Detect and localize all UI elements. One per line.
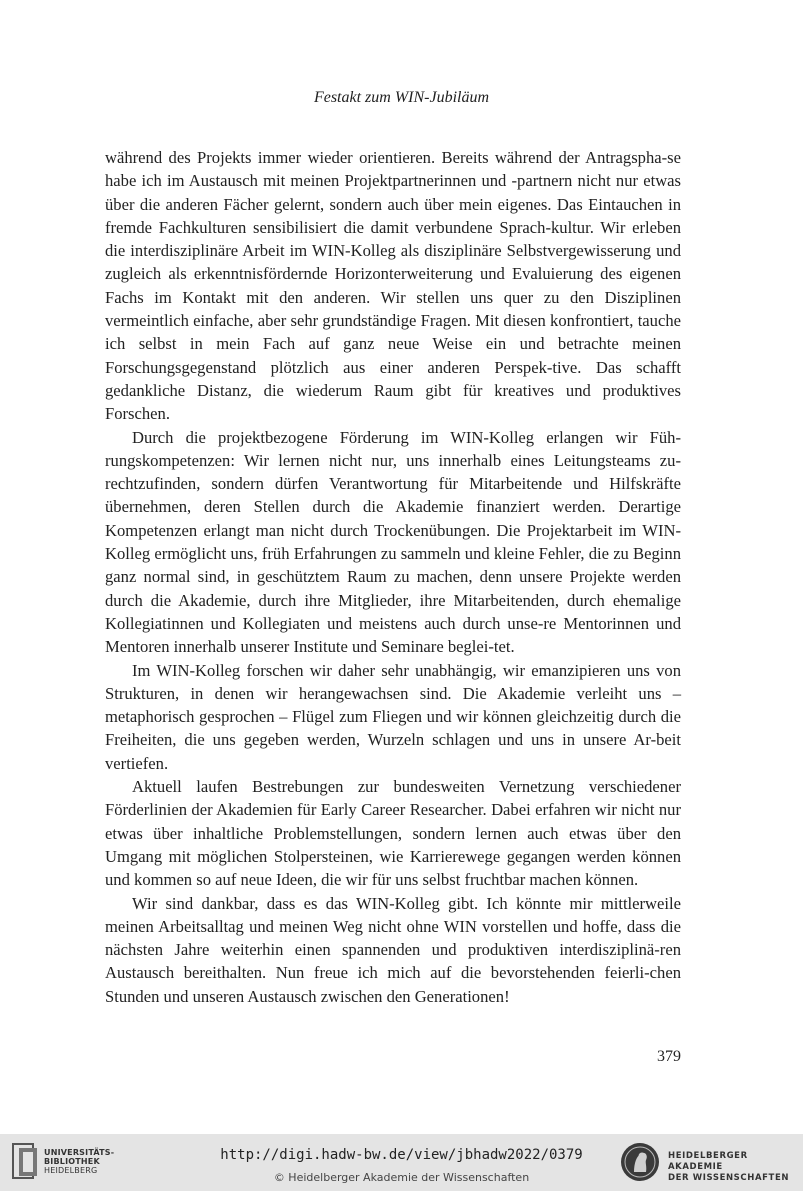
- paragraph-4: Aktuell laufen Bestrebungen zur bundesweiten Vernetzung verschiedener Förderlinien der Akademien für Early Career Researcher. Dabei erfahren wir nicht nur etwas über inhaltliche Problemstellungen, sondern lernen auch etwas über den Umgang mit möglichen Stolpersteinen, wie Karrierewege gegangen werden können und kommen so auf neue Ideen, die wir für uns selbst fruchtbar machen können.: [105, 777, 681, 890]
- permalink-url[interactable]: http://digi.hadw-bw.de/view/jbhadw2022/0379: [220, 1147, 583, 1163]
- digitization-footer: [0, 1134, 803, 1191]
- academy-name-line-1: HEIDELBERGER AKADEMIE: [668, 1151, 748, 1172]
- academy-name-line-2: DER WISSENSCHAFTEN: [668, 1173, 790, 1183]
- running-header: Festakt zum WIN-Jubiläum: [313, 89, 490, 106]
- body-text: [105, 146, 681, 1008]
- paragraph-2: Durch die projektbezogene Förderung im WIN-Kolleg erlangen wir Füh-rungskompetenzen: Wir lernen nicht nur, uns innerhalb eines Leitungsteams zu-rechtzufinden, sondern dürfen Verantwortung für Mitarbeitende und Hilfskräfte übernehmen, deren Stellen durch die Akademie finanziert werden. Derartige Kompetenzen erlangt man nicht durch Trockenübungen. Die Projektarbeit im WIN-Kolleg ermöglicht uns, früh Erfahrungen zu sammeln und kleine Fehler, die zu Beginn ganz normal sind, in geschütztem Raum zu machen, denn unsere Projekte werden durch die Akademie, durch ihre Mitglieder, ihre Mitarbeitenden, durch ehemalige Kollegiatinnen und Kollegiaten und meistens auch durch unse-re Mentorinnen und Mentoren innerhalb unserer Institute und Seminare beglei-tet.: [105, 427, 681, 657]
- library-name-line-3: HEIDELBERG: [44, 1166, 98, 1175]
- paragraph-3: Im WIN-Kolleg forschen wir daher sehr unabhängig, wir emanzipieren uns von Strukturen, in denen wir herangewachsen sind. Die Akademie verleiht uns – metaphorisch gesprochen – Flügel zum Fliegen und wir können gleichzeitig durch die Freiheiten, die uns gegeben werden, Wurzeln schlagen und uns in unsere Ar-beit vertiefen.: [105, 660, 681, 773]
- academy-seal-icon: [620, 1142, 660, 1182]
- library-name-line-2: BIBLIOTHEK: [44, 1157, 100, 1166]
- library-name-line-1: UNIVERSITÄTS-: [44, 1148, 115, 1157]
- copyright-notice: © Heidelberger Akademie der Wissenschaften: [273, 1171, 530, 1184]
- paragraph-5: Wir sind dankbar, dass es das WIN-Kolleg gibt. Ich könnte mir mittlerweile meinen Arbeitsalltag und meinen Weg nicht ohne WIN vorstellen und hoffe, dass die nächsten Jahre weiterhin einen spannenden und produktiven interdisziplinä-ren Austausch bereithalten. Nun freue ich mich auf die bevorstehenden feierli-chen Stunden und unseren Austausch zwischen den Generationen!: [105, 893, 681, 1006]
- academy-name: [668, 1151, 803, 1184]
- page-number: 379: [657, 1048, 681, 1065]
- paragraph-1: während des Projekts immer wieder orientieren. Bereits während der Antragspha-se habe ich im Austausch mit meinen Projektpartnerinnen und -partnern nicht nur etwas über die anderen Fächer gelernt, sondern auch über mein eigenes. Das Eintauchen in fremde Fachkulturen sensibilisiert die damit verbundene Sprach-kultur. Wir erleben die interdisziplinäre Arbeit im WIN-Kolleg als disziplinäre Selbstvergewisserung und zugleich als erkenntnisfördernde Horizonterweiterung und Evaluierung des eigenen Fachs im Kontakt mit den anderen. Wir stellen uns quer zu den Disziplinen vermeintlich einfache, aber sehr grundständige Fragen. Mit diesen konfrontiert, tauche ich selbst in mein Fach auf ganz neue Weise ein und betrachte meinen Forschungsgegenstand plötzlich aus einer anderen Perspek-tive. Das schafft gedankliche Distanz, die wiederum Raum gibt für kreatives und produktives Forschen.: [105, 148, 681, 424]
